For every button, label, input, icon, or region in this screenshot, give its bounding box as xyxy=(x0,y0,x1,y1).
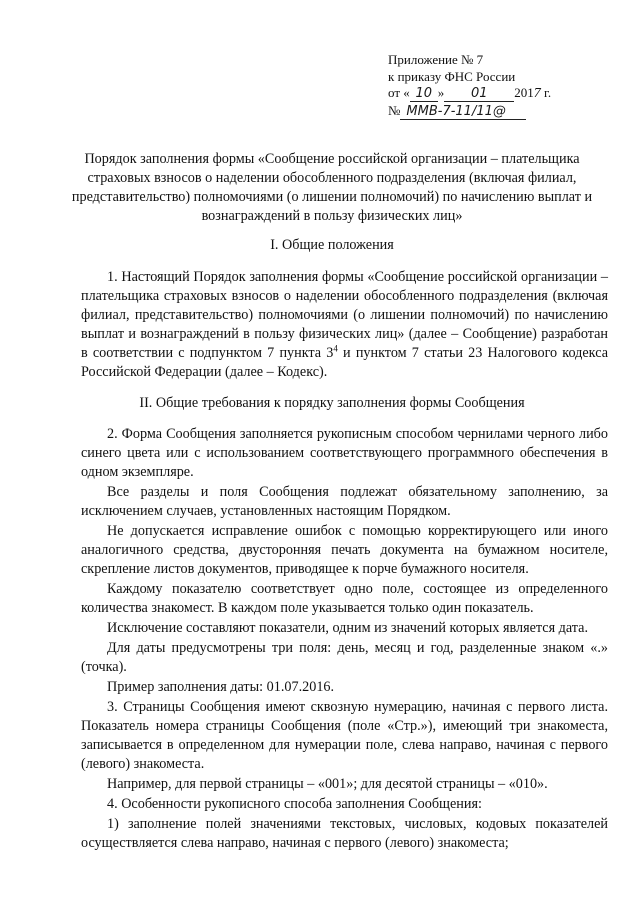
annex-order-number-line xyxy=(388,103,551,120)
section-1-heading: I. Общие положения xyxy=(270,237,394,253)
paragraph: Не допускается исправление ошибок с помощью корректирующего или иного аналогичного средства, двусторонняя печать документа на бумажном носителе, скрепление листов документов, приводящее к порче бумажного носителя. xyxy=(81,523,608,577)
handwritten-order-number: ММВ-7-11/11@ xyxy=(400,105,526,120)
document-title: Порядок заполнения формы «Сообщение российской организации – плательщика страховых взносов о наделении обособленного подразделения (включая филиал, представительство) полномочиями (о лишении полномочий) по начислению выплат и вознаграждений в пользу физических лиц» xyxy=(71,151,593,224)
paragraph: Все разделы и поля Сообщения подлежат обязательному заполнению, за исключением случаев, установленных настоящим Порядком. xyxy=(81,484,608,519)
handwritten-month: 01 xyxy=(444,87,514,102)
paragraph: Например, для первой страницы – «001»; для десятой страницы – «010». xyxy=(107,776,548,792)
handwritten-year-digit: 7 xyxy=(533,86,541,101)
section-2-heading: II. Общие требования к порядку заполнения формы Сообщения xyxy=(139,395,525,411)
paragraph: 3. Страницы Сообщения имеют сквозную нумерацию, начиная с первого листа. Показатель номера страницы Сообщения (поле «Стр.»), имеющий три знакоместа, записывается в определенном для нумерации поле, слева направо, начиная с первого (левого) знакоместа. xyxy=(81,699,608,772)
number-prefix: № xyxy=(388,102,401,118)
year-suffix: г. xyxy=(540,85,552,100)
superscript: 4 xyxy=(333,343,338,354)
date-prefix: от « xyxy=(388,85,410,100)
date-mid: » xyxy=(437,85,445,100)
paragraph: 4. Особенности рукописного способа заполнения Сообщения: xyxy=(107,796,482,812)
annex-number: Приложение № 7 xyxy=(388,52,484,67)
annex-block xyxy=(388,52,551,120)
handwritten-day: 10 xyxy=(410,87,438,102)
paragraph-1: 1. Настоящий Порядок заполнения формы «Сообщение российской организации – плательщика страховых взносов о наделении обособленного подразделения (включая филиал, представительство) полномочиями (о лишении полномочий) по начислению выплат и вознаграждений в пользу физических лиц» (далее – Сообщение) разработан в соответствии с подпунктом 7 пункта $3^4$ и пунктом 7 статьи 23 Налогового кодекса Российской Федерации (далее – Кодекс). xyxy=(81,269,608,380)
paragraph: Исключение составляют показатели, одним из значений которых является дата. xyxy=(107,620,589,636)
paragraph: Для даты предусмотрены три поля: день, месяц и год, разделенные знаком «.» (точка). xyxy=(81,640,608,675)
paragraph: Пример заполнения даты: 01.07.2016. xyxy=(107,679,335,695)
section-2-body xyxy=(81,425,608,853)
paragraph: Каждому показателю соответствует одно поле, состоящее из определенного количества знакомест. В каждом поле указывается только один показатель. xyxy=(81,581,608,616)
annex-order-ref: к приказу ФНС России xyxy=(388,68,516,84)
year-prefix: 201 xyxy=(514,85,534,100)
section-1-body xyxy=(81,268,608,382)
paragraph: 2. Форма Сообщения заполняется рукописным способом чернилами черного либо синего цвета или с использованием соответствующего программного обеспечения в одном экземпляре. xyxy=(81,426,608,480)
paragraph: 1) заполнение полей значениями текстовых, числовых, кодовых показателей осуществляется слева направо, начиная с первого (левого) знакоместа; xyxy=(81,816,608,851)
annex-date-line xyxy=(388,85,551,103)
